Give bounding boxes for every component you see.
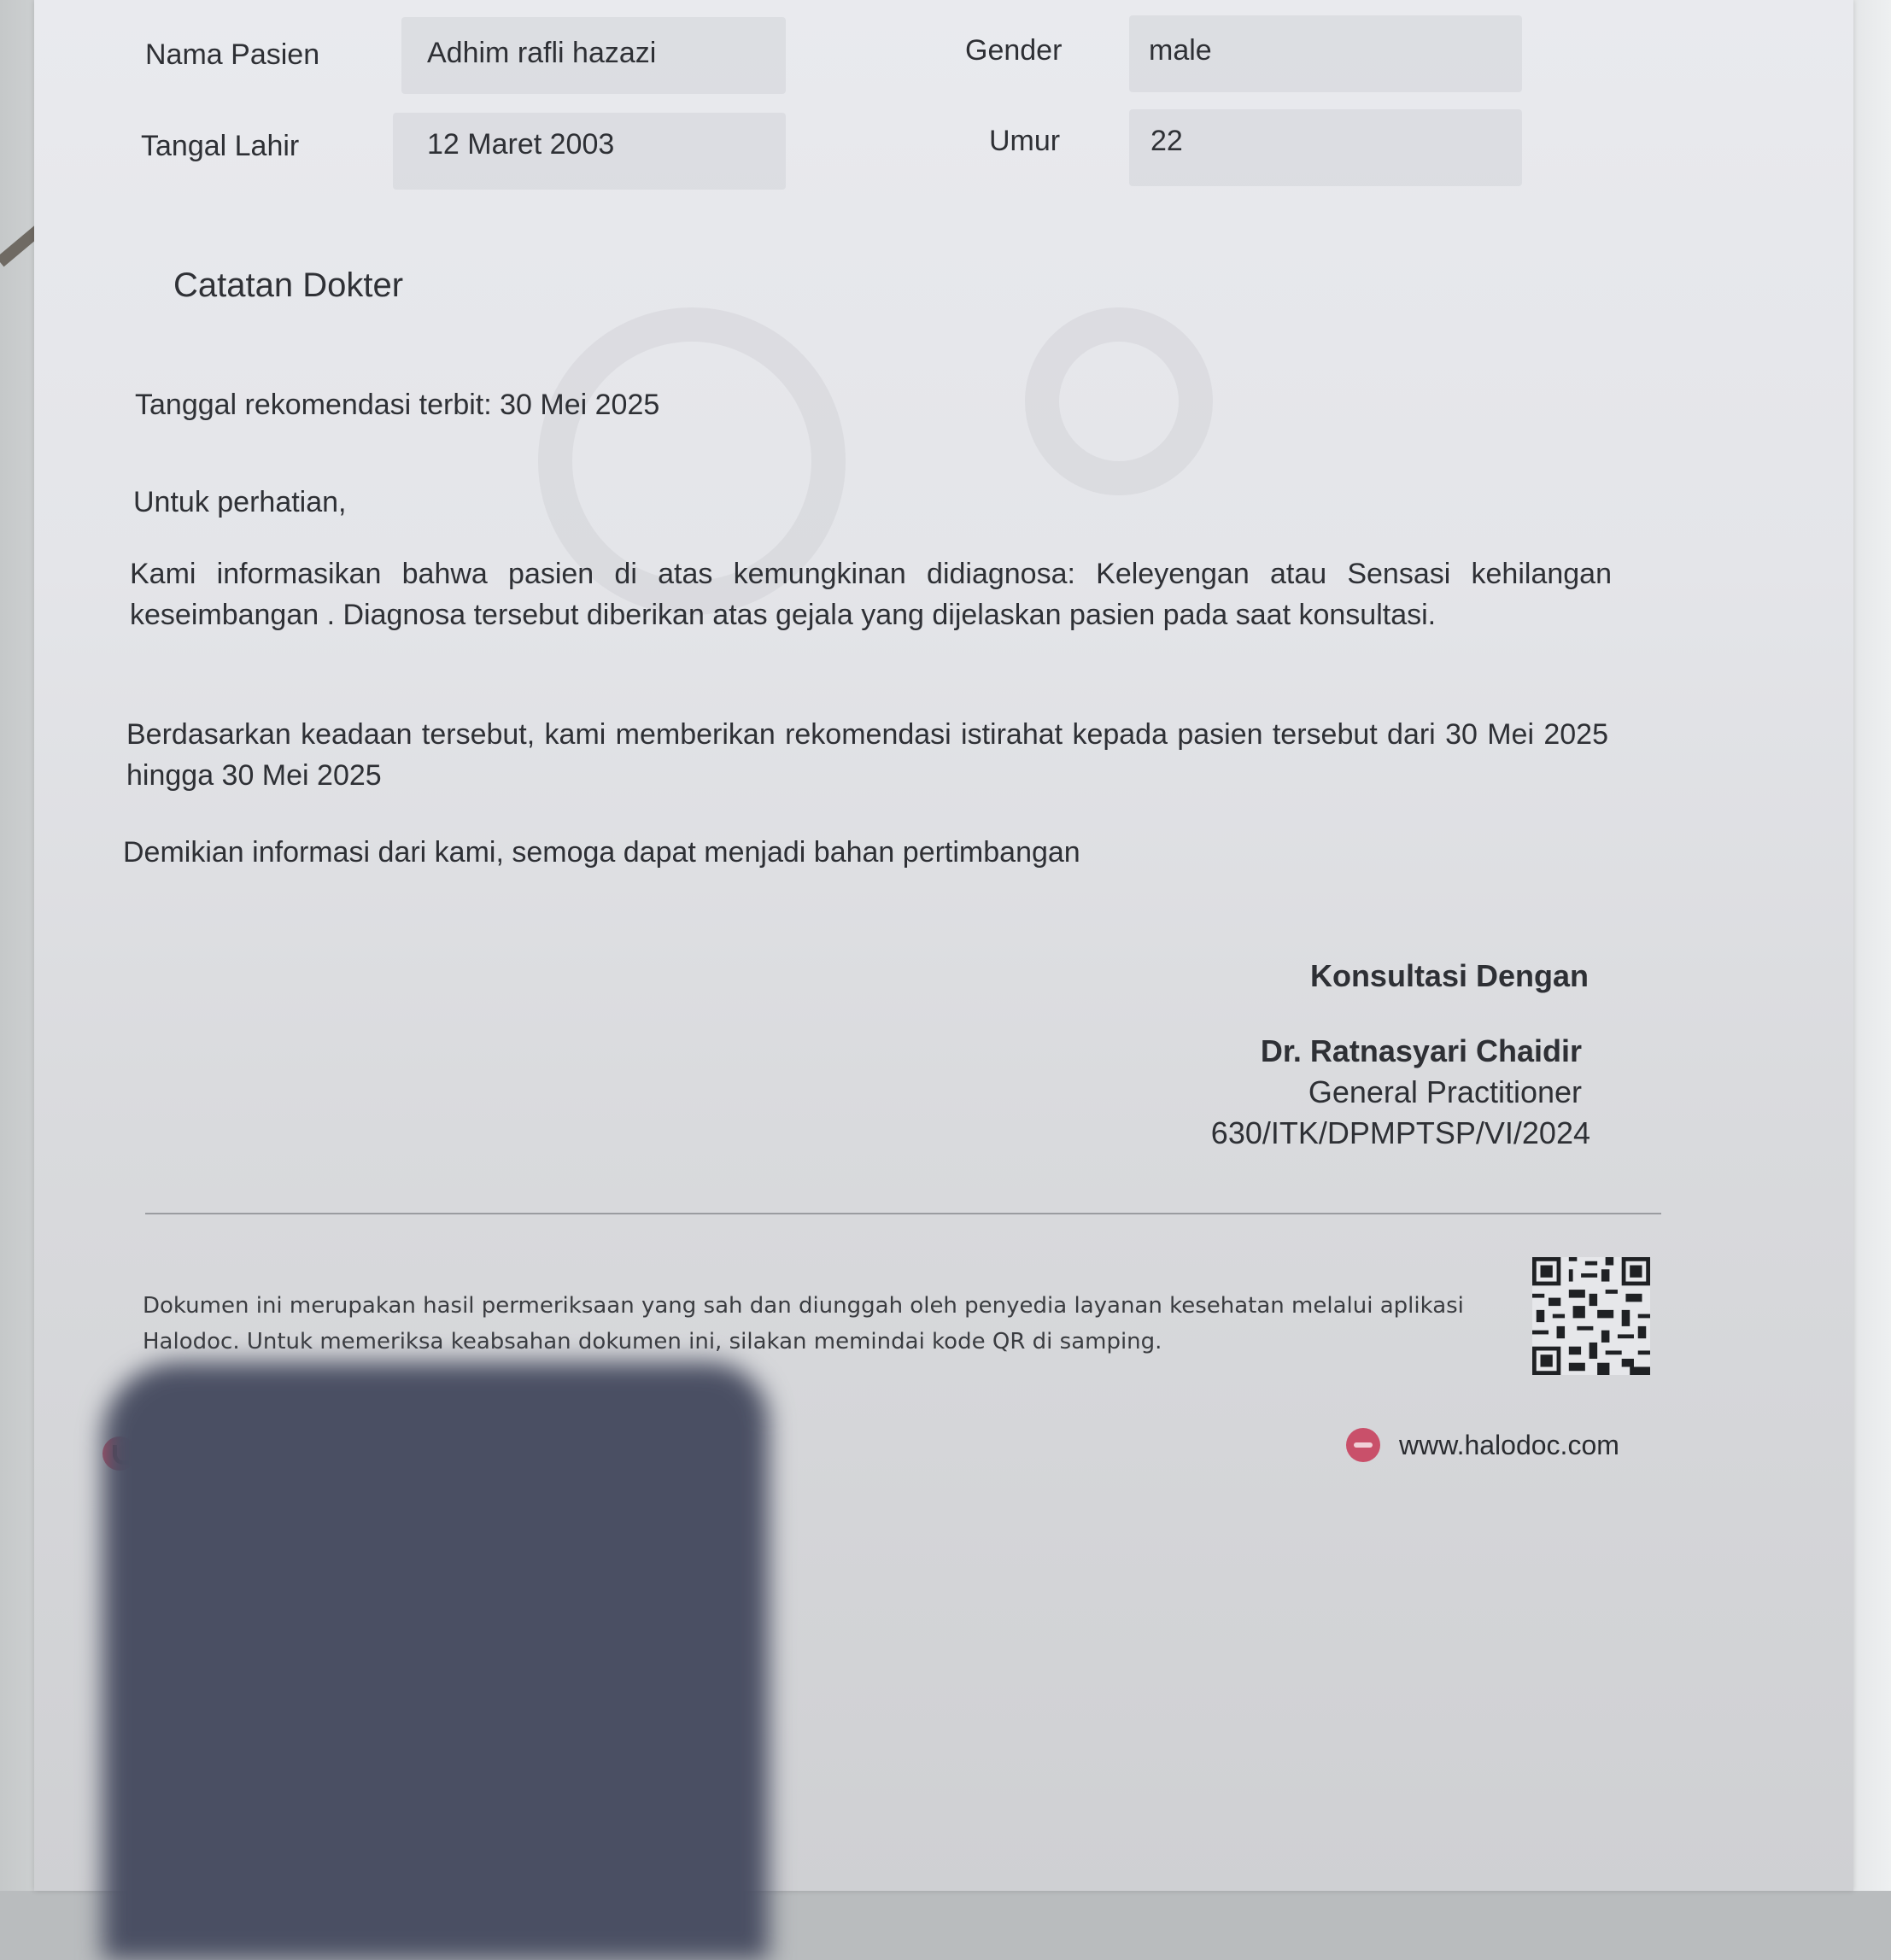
recommendation-paragraph: Berdasarkan keadaan tersebut, kami memberikan rekomendasi istirahat kepada pasien tersebut dari 30 Mei 2025 hingga 30 Mei 2025: [126, 718, 1608, 792]
diagnosis-paragraph: Kami informasikan bahwa pasien di atas kemungkinan didiagnosa: Keleyengan atau Sensasi kehilangan keseimbangan . Diagnosa tersebut diberikan atas gejala yang dijelaskan pasien pada saat konsultasi.: [130, 558, 1612, 631]
dob-label: Tangal Lahir: [141, 130, 300, 162]
doctor-title: General Practitioner: [1308, 1074, 1582, 1109]
age-label: Umur: [989, 125, 1061, 157]
patient-name-value: Adhim rafli hazazi: [427, 37, 657, 69]
website-link[interactable]: www.halodoc.com: [1399, 1429, 1619, 1460]
issue-date: Tanggal rekomendasi terbit: 30 Mei 2025: [135, 389, 660, 421]
age-value: 22: [1150, 125, 1183, 157]
dob-value: 12 Maret 2003: [427, 128, 615, 161]
doctor-name: Dr. Ratnasyari Chaidir: [1260, 1033, 1582, 1068]
doctor-license: 630/ITK/DPMPTSP/VI/2024: [1210, 1115, 1590, 1150]
consult-label: Konsultasi Dengan: [1309, 958, 1589, 993]
gender-label: Gender: [965, 34, 1063, 67]
footer-divider: [145, 1213, 1661, 1214]
website-contact[interactable]: [1346, 1428, 1619, 1462]
finger-occlusion: [102, 1362, 769, 1960]
notes-heading: Catatan Dokter: [173, 266, 404, 304]
qr-code-icon: [1531, 1257, 1652, 1375]
globe-icon: [1346, 1428, 1380, 1462]
age-field-box: [1129, 109, 1522, 186]
closing-text: Demikian informasi dari kami, semoga dapat menjadi bahan pertimbangan: [123, 836, 1080, 869]
patient-name-label: Nama Pasien: [145, 38, 320, 71]
footer-note: Dokumen ini merupakan hasil permeriksaan yang sah dan diunggah oleh penyedia layanan kesehatan melalui aplikasi Halodoc. Untuk memeriksa keabsahan dokumen ini, silakan memindai kode QR di samping.: [143, 1293, 1464, 1354]
gender-value: male: [1149, 34, 1212, 67]
salutation: Untuk perhatian,: [133, 486, 347, 518]
